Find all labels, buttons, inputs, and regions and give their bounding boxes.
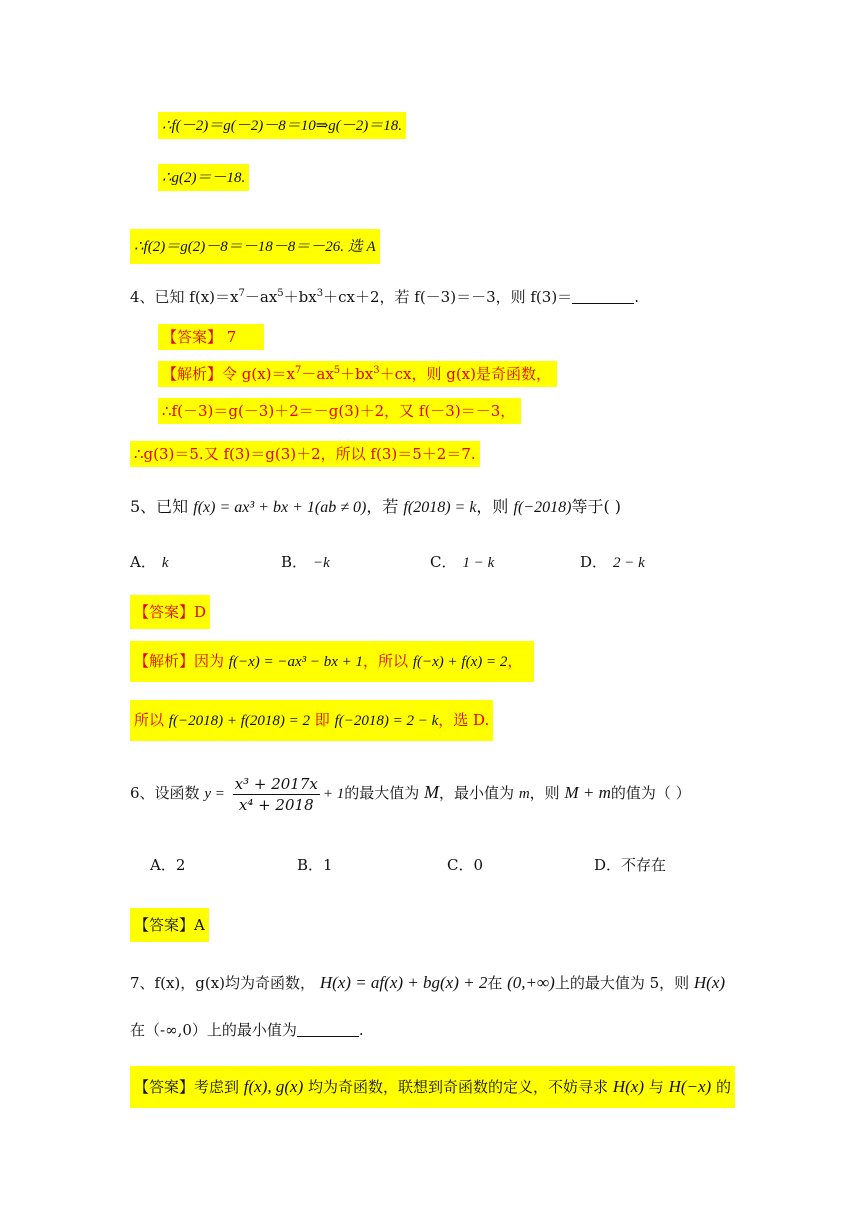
q4-stem-part: 4、已知 f(x)＝x — [130, 288, 239, 306]
option-label: A． — [150, 856, 176, 874]
q7-answer-part: 【答案】考虑到 — [134, 1078, 240, 1096]
q6-y: y = — [204, 786, 225, 802]
q6-plus: + 1 — [322, 786, 345, 802]
q4-sup: 3 — [373, 365, 380, 376]
solution-line-1-text: ∴f(－2)＝g(－2)－8＝10⇒g(－2)＝18. — [162, 118, 403, 134]
q7-text: 7、f(x)，g(x)均为奇函数， — [130, 974, 316, 992]
option-value: k — [161, 555, 169, 571]
q6-fraction — [233, 774, 320, 815]
q7-text: 上的最大值为 5，则 — [554, 974, 690, 992]
q5-text: ，则 — [476, 497, 509, 516]
q7-formula: H(x) = af(x) + bg(x) + 2 — [319, 973, 488, 992]
question-4-stem — [130, 284, 639, 310]
q6-option-d — [594, 852, 666, 878]
q5-formula: f(x) = ax³ + bx + 1(ab ≠ 0) — [193, 499, 367, 516]
solution-line-2-text: ∴g(2)＝－18. — [162, 170, 246, 186]
q5-tail: 等于( ) — [571, 497, 622, 516]
q4-sup: 7 — [295, 365, 302, 376]
solution-line-2 — [158, 164, 249, 191]
q4-stem-part: ＋bx — [283, 288, 317, 306]
q5-analysis-part: 【解析】因为 — [134, 652, 225, 670]
q5-text: ，若 — [366, 497, 399, 516]
q5-condition: f(2018) = k — [403, 499, 477, 516]
solution-line-3 — [130, 229, 380, 264]
q7-answer-formula: f(x), g(x) — [243, 1077, 304, 1096]
question-7-stem — [130, 970, 725, 996]
q7-Hx: H(x) — [693, 973, 726, 992]
q6-m: m — [518, 786, 530, 802]
question-5-answer — [130, 595, 210, 629]
question-5-final — [130, 700, 493, 741]
q5-analysis-formula: f(−x) = −ax³ − bx + 1 — [228, 654, 364, 670]
q7-answer-part: 均为奇函数，联想到奇函数的定义，不妨寻求 — [308, 1078, 609, 1096]
q6-option-b — [297, 852, 333, 878]
q5-analysis-part: ，所以 — [363, 652, 409, 670]
question-5-analysis — [130, 641, 534, 682]
option-label: D． — [594, 856, 622, 874]
option-label: B． — [297, 856, 324, 874]
q7-answer-part: 的 — [715, 1078, 731, 1096]
option-label: B． — [281, 553, 308, 571]
q4-step-2-text: ∴g(3)＝5.又 f(3)＝g(3)＋2，所以 f(3)＝5＋2＝7. — [134, 445, 476, 463]
q6-numerator: x³ + 2017x — [234, 774, 318, 793]
question-4-step-2 — [130, 441, 480, 467]
option-label: A． — [130, 553, 156, 571]
q5-answer-text: 【答案】D — [134, 603, 207, 621]
question-7-answer — [130, 1066, 735, 1108]
q4-analysis-part: －ax — [301, 365, 334, 383]
q4-answer-text: 【答案】 7 — [162, 328, 237, 346]
solution-line-3-text: ∴f(2)＝g(2)－8＝－18－8＝－26. 选 A — [134, 239, 376, 255]
question-4-step-1 — [158, 398, 521, 424]
q5-option-b — [281, 549, 330, 576]
question-7-line-2 — [130, 1017, 364, 1043]
q6-option-c — [447, 852, 483, 878]
q5-final-part: 即 — [314, 711, 330, 729]
q4-analysis-part: 【解析】令 g(x)＝x — [162, 365, 295, 383]
q5-option-d — [580, 549, 645, 576]
q4-analysis-part: ＋cx，则 g(x)是奇函数， — [379, 365, 551, 383]
answer-blank — [572, 289, 634, 304]
q6-text: 的最大值为 — [344, 784, 420, 802]
option-value: 2 − k — [613, 555, 645, 571]
q6-M: M — [424, 782, 440, 802]
option-value: 2 — [175, 856, 186, 874]
option-value: 不存在 — [621, 856, 667, 874]
q5-target: f(−2018) — [513, 499, 572, 516]
question-6-stem — [130, 770, 691, 816]
q6-Mm: M + m — [564, 783, 611, 802]
q6-denominator: x⁴ + 2018 — [238, 795, 314, 814]
q5-option-c — [430, 549, 494, 576]
option-label: C． — [430, 553, 457, 571]
q5-final-part: ，选 D. — [438, 711, 490, 729]
q5-final-formula: f(−2018) = 2 − k — [334, 713, 439, 729]
option-label: D． — [580, 553, 608, 571]
q7-line-end: . — [358, 1021, 364, 1039]
question-4-analysis — [158, 361, 557, 387]
q4-step-1-text: ∴f(－3)＝g(－3)＋2＝－g(3)＋2，又 f(－3)＝－3， — [162, 402, 516, 420]
q5-option-a — [130, 549, 169, 576]
q5-analysis-formula: f(−x) + f(x) = 2 — [412, 654, 508, 670]
q4-analysis-part: ＋bx — [340, 365, 374, 383]
question-4-answer — [158, 324, 264, 350]
q4-stem-part: －ax — [244, 288, 278, 306]
q4-sup: 3 — [316, 288, 324, 299]
q5-final-part: 所以 — [134, 711, 165, 729]
q6-number: 6、设函数 — [130, 784, 200, 802]
solution-line-1 — [158, 112, 406, 139]
q4-stem-end: . — [634, 288, 639, 306]
option-value: 0 — [473, 856, 484, 874]
q7-interval: (0,+∞) — [507, 973, 555, 992]
q7-text: 在（-∞,0）上的最小值为 — [130, 1021, 297, 1039]
question-5-stem — [130, 494, 621, 521]
q4-sup: 5 — [333, 365, 341, 376]
q4-sup: 7 — [238, 288, 245, 299]
q7-answer-formula: H(x) — [612, 1077, 644, 1096]
q5-analysis-part: ， — [507, 652, 523, 670]
option-label: C． — [447, 856, 474, 874]
q4-stem-part: ＋cx＋2，若 f(－3)＝－3，则 f(3)＝ — [323, 288, 573, 306]
option-value: −k — [313, 555, 330, 571]
q5-number: 5、已知 — [130, 497, 189, 516]
q6-answer-text: 【答案】A — [134, 916, 205, 934]
answer-blank — [297, 1022, 359, 1037]
q7-answer-part: 与 — [648, 1078, 664, 1096]
option-value: 1 — [323, 856, 333, 874]
q5-final-formula: f(−2018) + f(2018) = 2 — [168, 713, 310, 729]
q6-text: ，最小值为 — [439, 784, 515, 802]
option-value: 1 − k — [462, 555, 495, 571]
q7-answer-formula: H(−x) — [668, 1077, 712, 1096]
question-6-answer — [130, 908, 209, 942]
q6-option-a — [150, 852, 185, 878]
q6-text: 的值为（ ） — [610, 784, 691, 802]
q7-text: 在 — [487, 974, 503, 992]
q6-text: ，则 — [529, 784, 560, 802]
q4-sup: 5 — [277, 288, 284, 299]
